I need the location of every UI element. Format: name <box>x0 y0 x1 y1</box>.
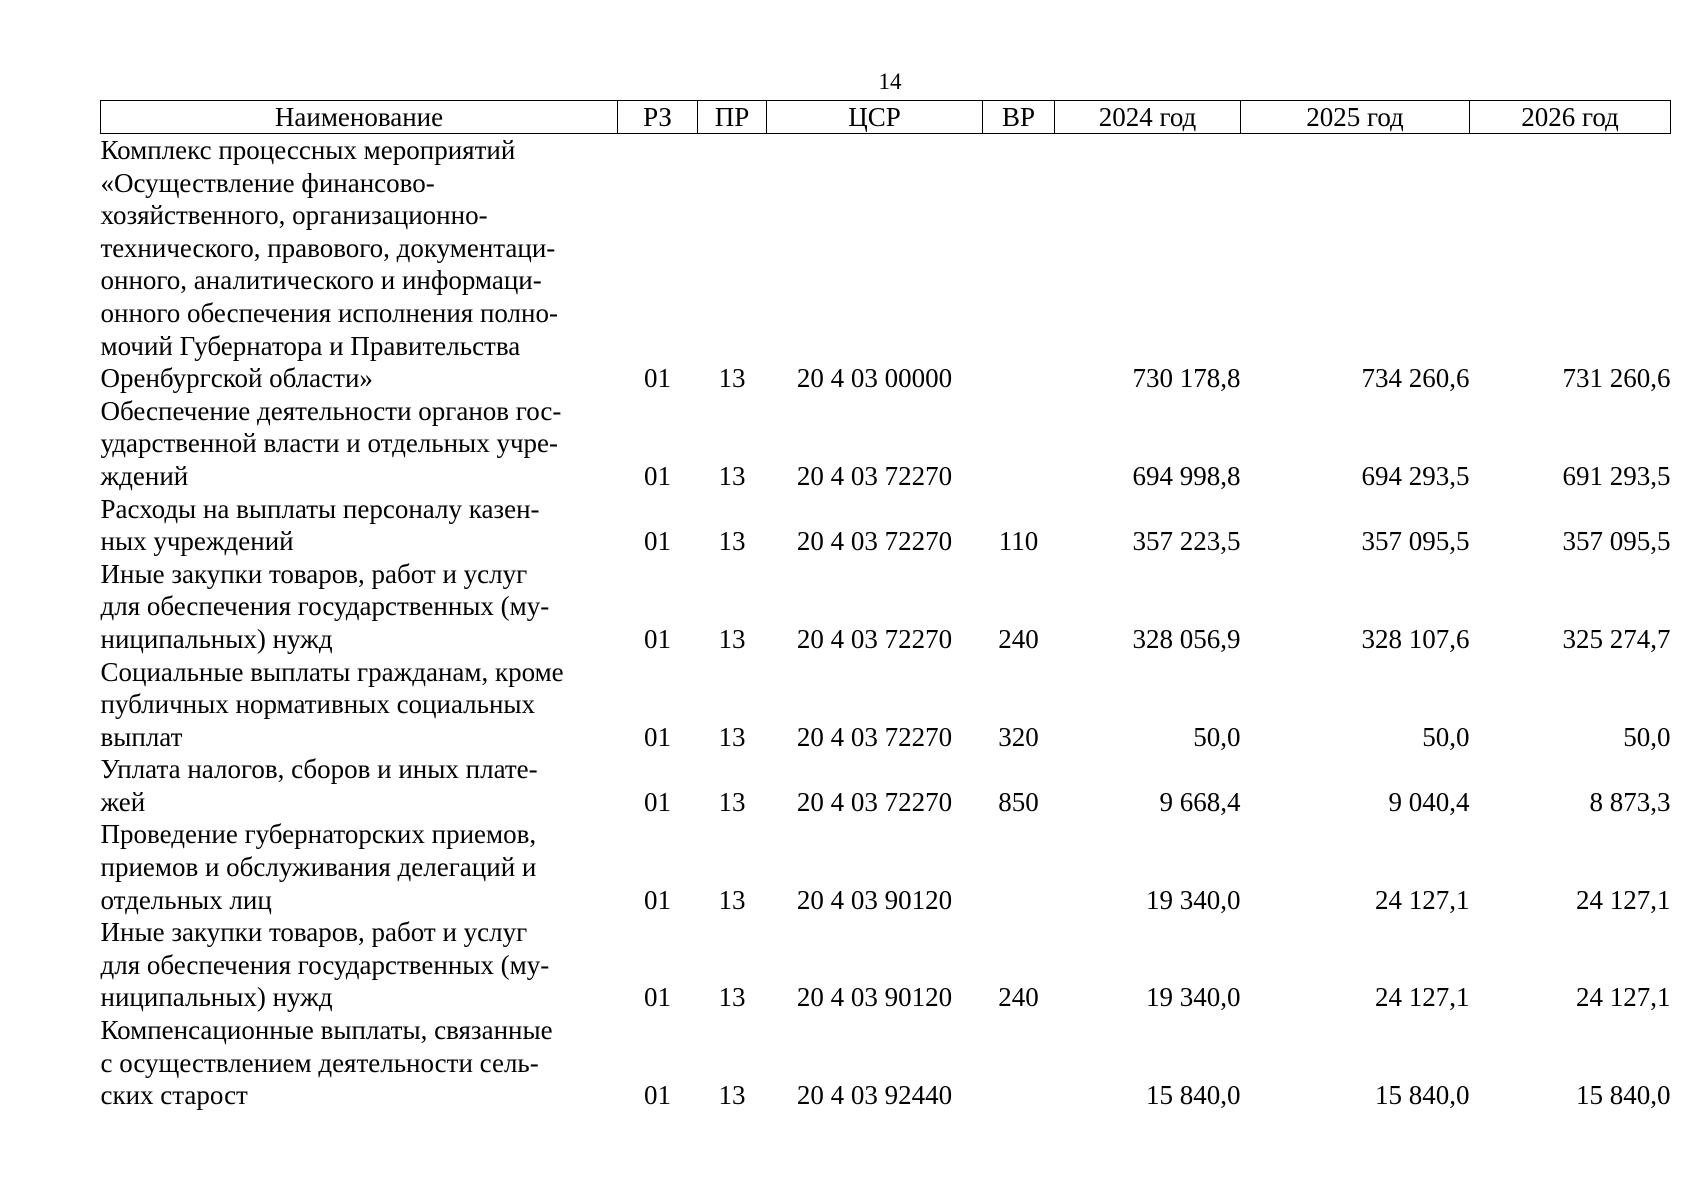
row-2026: 24 127,1 <box>1576 884 1671 915</box>
row-name: Иные закупки товаров, работ и услуг для обеспечения государственных (му- ниципальных) нужд <box>100 558 550 654</box>
row-2024: 357 223,5 <box>1132 526 1241 557</box>
row-csr: 20 4 03 72270 <box>796 623 953 654</box>
row-vr: 240 <box>998 623 1039 654</box>
row-csr: 20 4 03 92440 <box>796 1080 953 1111</box>
row-rz: 01 <box>644 363 671 394</box>
row-2025: 357 095,5 <box>1361 526 1470 557</box>
row-name: Расходы на выплаты персоналу казен- ных учреждений <box>100 493 540 557</box>
row-2025: 9 040,4 <box>1388 786 1470 817</box>
row-2024: 19 340,0 <box>1146 884 1241 915</box>
row-2024: 9 668,4 <box>1159 786 1241 817</box>
row-2024: 50,0 <box>1193 721 1241 752</box>
row-pr: 13 <box>718 721 746 752</box>
table-row <box>101 916 1671 1014</box>
row-vr <box>983 134 1055 395</box>
row-rz: 01 <box>644 884 671 915</box>
row-2024: 328 056,9 <box>1132 623 1241 654</box>
row-rz: 01 <box>644 982 671 1013</box>
row-name: Уплата налогов, сборов и иных плате- жей <box>100 754 538 817</box>
row-pr: 13 <box>718 1080 746 1111</box>
row-rz: 01 <box>644 460 671 491</box>
row-csr: 20 4 03 72270 <box>796 460 953 491</box>
row-vr: 110 <box>998 526 1039 557</box>
row-vr: 240 <box>998 982 1039 1013</box>
header-rz: РЗ <box>618 101 698 134</box>
row-2026: 15 840,0 <box>1576 1080 1671 1111</box>
row-vr <box>983 1014 1055 1112</box>
row-rz: 01 <box>644 786 671 817</box>
row-rz: 01 <box>644 721 671 752</box>
header-2024: 2024 год <box>1055 101 1241 134</box>
table-row <box>101 558 1671 656</box>
row-csr: 20 4 03 00000 <box>796 363 953 394</box>
row-vr: 320 <box>998 721 1039 752</box>
header-pr: ПР <box>698 101 767 134</box>
row-vr: 850 <box>998 786 1039 817</box>
row-2025: 24 127,1 <box>1375 982 1470 1013</box>
row-pr: 13 <box>718 786 746 817</box>
row-2026: 731 260,6 <box>1562 363 1671 394</box>
table-row <box>101 656 1671 754</box>
row-2026: 325 274,7 <box>1562 623 1671 654</box>
row-csr: 20 4 03 90120 <box>796 982 953 1013</box>
row-csr: 20 4 03 72270 <box>796 526 953 557</box>
row-name: Иные закупки товаров, работ и услуг для обеспечения государственных (му- ниципальных) нужд <box>100 917 550 1013</box>
row-2025: 50,0 <box>1422 721 1470 752</box>
row-2024: 694 998,8 <box>1132 460 1241 491</box>
row-pr: 13 <box>718 363 746 394</box>
row-2026: 691 293,5 <box>1562 460 1671 491</box>
row-csr: 20 4 03 72270 <box>796 786 953 817</box>
row-name: Обеспечение деятельности органов гос- ударственной власти и отдельных учре- ждений <box>100 395 562 491</box>
row-vr <box>983 818 1055 916</box>
header-name: Наименование <box>101 101 618 134</box>
row-pr: 13 <box>718 460 746 491</box>
budget-table <box>100 100 1671 1112</box>
row-csr: 20 4 03 90120 <box>796 884 953 915</box>
row-name: Комплекс процессных мероприятий «Осуществление финансово- хозяйственного, организационно- технического, правового, документаци- онного, аналитического и информаци- онного обеспечения исполнения полно- мочий Губернатора и Правительства Оренбургской области» <box>100 135 558 394</box>
row-name: Проведение губернаторских приемов, приемов и обслуживания делегаций и отдельных лиц <box>100 819 537 915</box>
table-row <box>101 493 1671 558</box>
row-2024: 730 178,8 <box>1132 363 1241 394</box>
row-pr: 13 <box>718 623 746 654</box>
row-name: Компенсационные выплаты, связанные с осуществлением деятельности сель- ских старост <box>100 1015 553 1111</box>
row-name: Социальные выплаты гражданам, кроме публичных нормативных социальных выплат <box>100 656 564 752</box>
table-row <box>101 818 1671 916</box>
row-csr: 20 4 03 72270 <box>796 721 953 752</box>
row-2024: 15 840,0 <box>1146 1080 1241 1111</box>
header-csr: ЦСР <box>767 101 983 134</box>
row-pr: 13 <box>718 884 746 915</box>
row-2025: 694 293,5 <box>1361 460 1470 491</box>
page-number: 14 <box>878 69 902 94</box>
row-2026: 8 873,3 <box>1589 786 1671 817</box>
row-2025: 24 127,1 <box>1375 884 1470 915</box>
row-2025: 734 260,6 <box>1361 363 1470 394</box>
row-vr <box>983 395 1055 493</box>
row-2026: 24 127,1 <box>1576 982 1671 1013</box>
table-header-row <box>101 101 1671 134</box>
row-rz: 01 <box>644 1080 671 1111</box>
table-row <box>101 1014 1671 1112</box>
table-row <box>101 395 1671 493</box>
row-rz: 01 <box>644 526 671 557</box>
header-2025: 2025 год <box>1241 101 1470 134</box>
row-2026: 357 095,5 <box>1562 526 1671 557</box>
row-rz: 01 <box>644 623 671 654</box>
header-2026: 2026 год <box>1470 101 1671 134</box>
row-2024: 19 340,0 <box>1146 982 1241 1013</box>
header-vr: ВР <box>983 101 1055 134</box>
row-pr: 13 <box>718 526 746 557</box>
table-row <box>101 753 1671 818</box>
row-pr: 13 <box>718 982 746 1013</box>
row-2026: 50,0 <box>1623 721 1671 752</box>
row-2025: 15 840,0 <box>1375 1080 1470 1111</box>
table-row <box>101 134 1671 395</box>
row-2025: 328 107,6 <box>1361 623 1470 654</box>
